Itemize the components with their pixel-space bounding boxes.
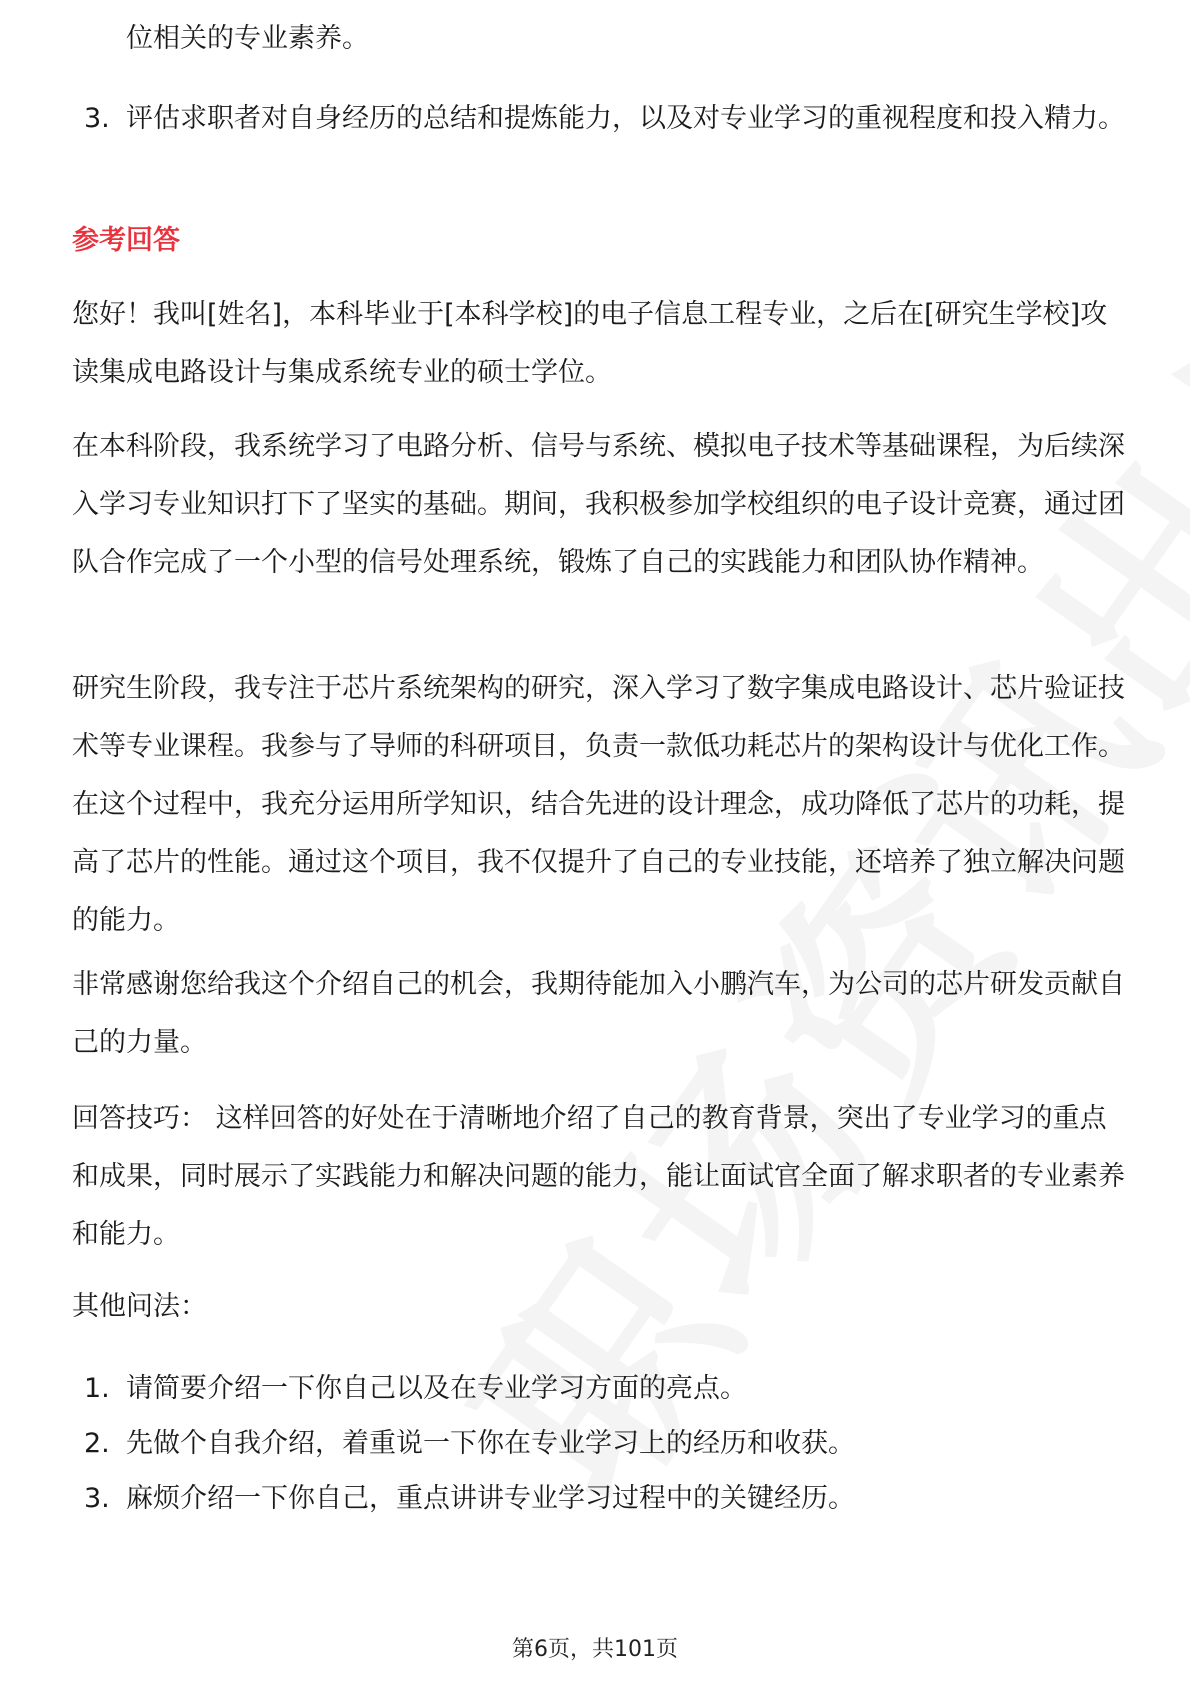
paragraph-answer-tips: 回答技巧： 这样回答的好处在于清晰地介绍了自己的教育背景，突出了专业学习的重点和成果，同时展示了实践能力和解决问题的能力，能让面试官全面了解求职者的专业素养和能力。 xyxy=(72,1103,1125,1250)
list-item xyxy=(72,1470,1132,1528)
page-number-footer: 第6页，共101页 xyxy=(512,1637,678,1662)
list-item-text: 先做个自我介绍，着重说一下你在专业学习上的经历和收获。 xyxy=(126,1428,855,1459)
paragraph-closing: 非常感谢您给我这个介绍自己的机会，我期待能加入小鹏汽车，为公司的芯片研发贡献自己的力量。 xyxy=(72,969,1125,1058)
list-item xyxy=(72,1415,1132,1473)
reference-answer-heading: 参考回答 xyxy=(72,225,180,256)
list-item-number: 3. xyxy=(84,103,110,134)
list-continuation-text: 位相关的专业素养。 xyxy=(126,23,369,54)
paragraph-undergrad: 在本科阶段，我系统学习了电路分析、信号与系统、模拟电子技术等基础课程，为后续深入学习专业知识打下了坚实的基础。期间，我积极参加学校组织的电子设计竞赛，通过团队合作完成了一个小型的信号处理系统，锻炼了自己的实践能力和团队协作精神。 xyxy=(72,431,1125,578)
paragraph-graduate: 研究生阶段，我专注于芯片系统架构的研究，深入学习了数字集成电路设计、芯片验证技术等专业课程。我参与了导师的科研项目，负责一款低功耗芯片的架构设计与优化工作。在这个过程中，我充分运用所学知识，结合先进的设计理念，成功降低了芯片的功耗，提高了芯片的性能。通过这个项目，我不仅提升了自己的专业技能，还培养了独立解决问题的能力。 xyxy=(72,673,1125,936)
paragraph-intro: 您好！我叫[姓名]，本科毕业于[本科学校]的电子信息工程专业，之后在[研究生学校]攻读集成电路设计与集成系统专业的硕士学位。 xyxy=(72,299,1108,388)
list-item-text: 麻烦介绍一下你自己，重点讲讲专业学习过程中的关键经历。 xyxy=(126,1483,855,1514)
list-item-text: 评估求职者对自身经历的总结和提炼能力，以及对专业学习的重视程度和投入精力。 xyxy=(126,103,1125,134)
list-item-number: 1. xyxy=(84,1373,110,1404)
list-item-text: 请简要介绍一下你自己以及在专业学习方面的亮点。 xyxy=(126,1373,747,1404)
list-item xyxy=(72,1360,1132,1418)
list-item-number: 3. xyxy=(84,1483,110,1514)
list-item-number: 2. xyxy=(84,1428,110,1459)
other-questions-heading: 其他问法： xyxy=(72,1291,207,1322)
list-item xyxy=(72,90,1132,148)
